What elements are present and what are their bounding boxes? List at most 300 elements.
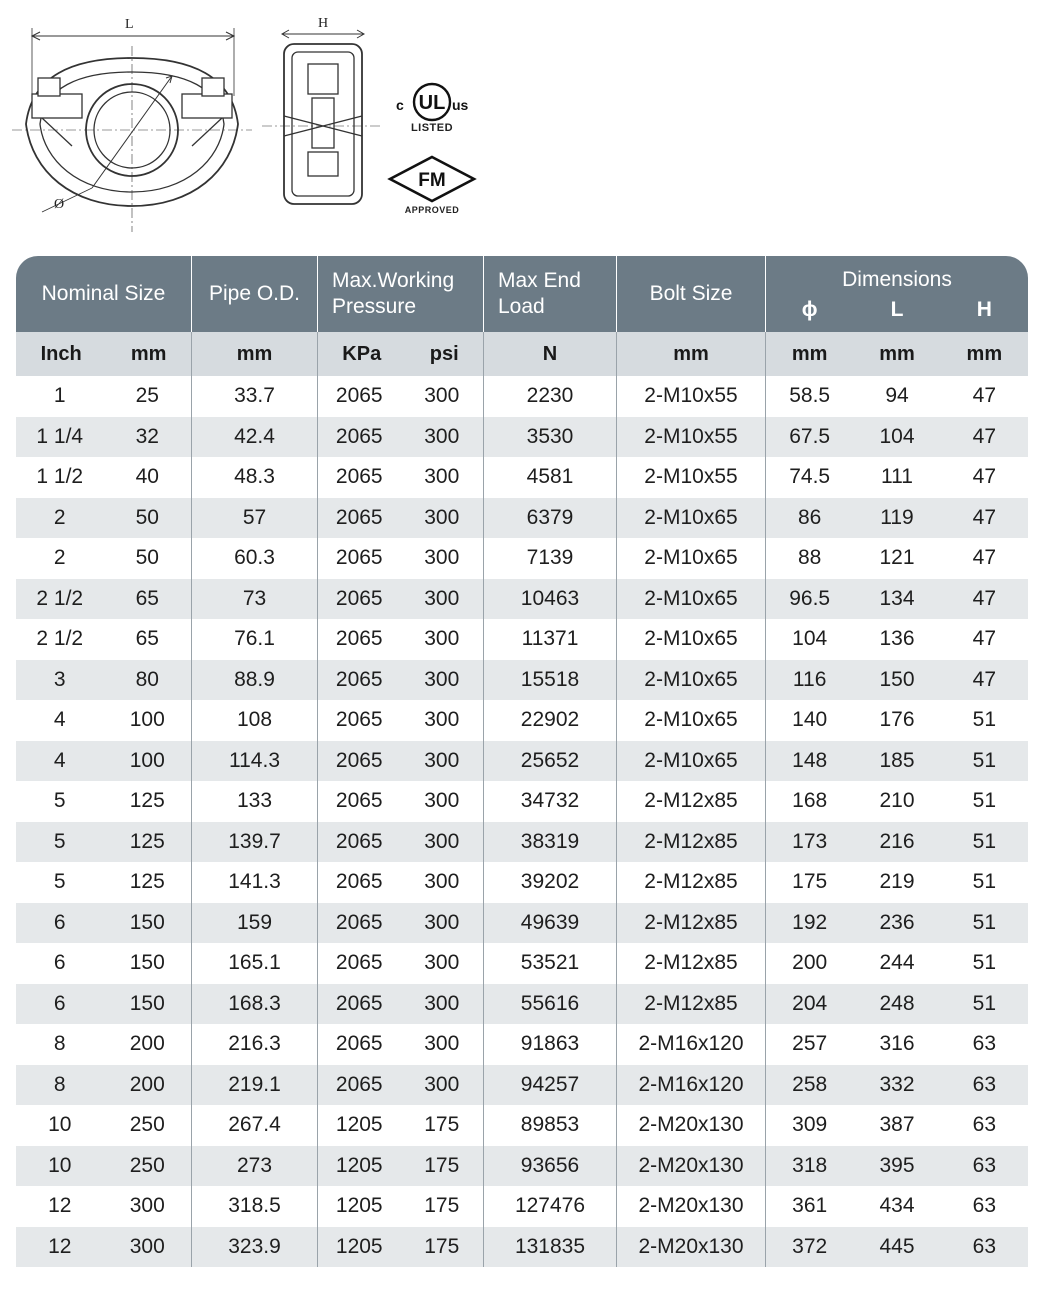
table-cell-group bbox=[617, 822, 766, 863]
cell-psi: 300 bbox=[424, 789, 460, 813]
table-cell-group bbox=[318, 943, 484, 984]
table-cell-group bbox=[617, 1024, 766, 1065]
cell-pipe-od: 159 bbox=[236, 910, 273, 934]
cell-psi: 175 bbox=[424, 1234, 460, 1258]
table-cell-group bbox=[16, 1186, 192, 1227]
cell-inch: 1 1/4 bbox=[36, 424, 84, 448]
cell-pipe-od: 165.1 bbox=[228, 951, 281, 975]
cell-psi: 300 bbox=[424, 748, 460, 772]
table-cell-group bbox=[318, 1065, 484, 1106]
cell-inch: 4 bbox=[53, 708, 66, 732]
cell-mm: 100 bbox=[129, 748, 165, 772]
cell-dim-h: 51 bbox=[972, 991, 996, 1015]
table-cell-group bbox=[192, 1065, 318, 1106]
cell-pipe-od: 273 bbox=[236, 1153, 273, 1177]
cell-kpa: 2065 bbox=[335, 951, 383, 975]
cell-end-load: 53521 bbox=[520, 951, 580, 975]
table-row bbox=[16, 741, 1028, 782]
cell-dim-phi: 257 bbox=[792, 1032, 828, 1056]
cell-mm: 65 bbox=[135, 586, 159, 610]
cell-dim-h: 51 bbox=[972, 708, 996, 732]
unit-inch: Inch bbox=[40, 342, 82, 365]
svg-text:us: us bbox=[452, 97, 469, 113]
cell-mm: 300 bbox=[129, 1234, 165, 1258]
cell-mm: 150 bbox=[129, 951, 165, 975]
table-row bbox=[16, 1024, 1028, 1065]
cell-dim-phi: 200 bbox=[792, 951, 828, 975]
cell-end-load: 22902 bbox=[520, 708, 580, 732]
cell-dim-phi: 74.5 bbox=[789, 465, 831, 489]
cell-end-load: 15518 bbox=[520, 667, 580, 691]
dimension-h-label: H bbox=[318, 16, 329, 31]
cell-dim-h: 63 bbox=[972, 1072, 996, 1096]
cell-kpa: 2065 bbox=[335, 991, 383, 1015]
cell-kpa: 2065 bbox=[335, 829, 383, 853]
table-cell-group bbox=[766, 781, 1028, 822]
cell-dim-phi: 372 bbox=[792, 1234, 828, 1258]
cell-inch: 5 bbox=[53, 789, 66, 813]
table-cell-group bbox=[766, 943, 1028, 984]
cell-mm: 125 bbox=[129, 829, 165, 853]
cell-end-load: 10463 bbox=[520, 586, 580, 610]
cell-dim-phi: 175 bbox=[792, 870, 828, 894]
cell-mm: 50 bbox=[135, 546, 159, 570]
cell-end-load: 3530 bbox=[526, 424, 574, 448]
table-cell-group bbox=[192, 1227, 318, 1268]
cell-dim-phi: 309 bbox=[792, 1113, 828, 1137]
cell-bolt-size: 2-M20x130 bbox=[638, 1194, 744, 1218]
table-cell-group bbox=[192, 538, 318, 579]
cell-bolt-size: 2-M20x130 bbox=[638, 1234, 744, 1258]
table-cell-group bbox=[192, 417, 318, 458]
table-cell-group bbox=[766, 1186, 1028, 1227]
cell-mm: 125 bbox=[129, 789, 165, 813]
cell-bolt-size: 2-M12x85 bbox=[644, 991, 738, 1015]
cell-mm: 100 bbox=[129, 708, 165, 732]
table-cell-group bbox=[318, 498, 484, 539]
cell-dim-l: 119 bbox=[880, 505, 914, 529]
table-row bbox=[16, 903, 1028, 944]
table-cell-group bbox=[192, 781, 318, 822]
table-cell-group bbox=[318, 781, 484, 822]
cell-psi: 175 bbox=[424, 1153, 460, 1177]
cell-dim-h: 51 bbox=[972, 789, 996, 813]
cell-kpa: 2065 bbox=[335, 910, 383, 934]
cell-dim-h: 47 bbox=[972, 384, 996, 408]
table-cell-group bbox=[484, 579, 617, 620]
cell-psi: 300 bbox=[424, 424, 460, 448]
cell-kpa: 2065 bbox=[335, 586, 383, 610]
table-cell-group bbox=[484, 700, 617, 741]
table-cell-group bbox=[484, 619, 617, 660]
cell-dim-h: 47 bbox=[972, 546, 996, 570]
cell-dim-l: 111 bbox=[881, 465, 913, 489]
cell-dim-l: 134 bbox=[879, 586, 915, 610]
table-row bbox=[16, 700, 1028, 741]
table-cell-group bbox=[617, 1227, 766, 1268]
table-cell-group bbox=[766, 579, 1028, 620]
table-cell-group bbox=[484, 1024, 617, 1065]
cell-dim-phi: 96.5 bbox=[789, 586, 831, 610]
table-cell-group bbox=[16, 741, 192, 782]
table-cell-group bbox=[617, 538, 766, 579]
cell-dim-h: 47 bbox=[972, 586, 996, 610]
table-cell-group bbox=[766, 862, 1028, 903]
table-cell-group bbox=[192, 943, 318, 984]
coupling-front-view-drawing bbox=[12, 6, 252, 234]
cell-mm: 150 bbox=[129, 910, 165, 934]
cell-mm: 250 bbox=[129, 1113, 165, 1137]
table-cell-group bbox=[484, 822, 617, 863]
fm-approved-text: APPROVED bbox=[404, 205, 460, 215]
table-cell-group bbox=[766, 1105, 1028, 1146]
table-cell-group bbox=[484, 862, 617, 903]
table-cell-group bbox=[318, 376, 484, 417]
cell-psi: 175 bbox=[424, 1194, 460, 1218]
cell-psi: 300 bbox=[424, 465, 460, 489]
cell-psi: 300 bbox=[424, 546, 460, 570]
cell-mm: 125 bbox=[129, 870, 165, 894]
cell-pipe-od: 323.9 bbox=[228, 1234, 281, 1258]
unit-newton: N bbox=[542, 342, 558, 365]
cell-psi: 300 bbox=[424, 829, 460, 853]
table-cell-group bbox=[192, 660, 318, 701]
table-cell-group bbox=[484, 741, 617, 782]
cell-dim-h: 63 bbox=[972, 1113, 996, 1137]
cell-pipe-od: 216.3 bbox=[228, 1032, 281, 1056]
cell-inch: 6 bbox=[53, 991, 66, 1015]
cell-pipe-od: 168.3 bbox=[228, 991, 281, 1015]
cell-bolt-size: 2-M10x65 bbox=[644, 505, 738, 529]
cell-mm: 32 bbox=[135, 424, 159, 448]
cell-dim-l: 94 bbox=[885, 384, 909, 408]
cell-kpa: 1205 bbox=[335, 1113, 383, 1137]
table-cell-group bbox=[484, 538, 617, 579]
cell-kpa: 2065 bbox=[335, 465, 383, 489]
table-cell-group bbox=[16, 1065, 192, 1106]
table-cell-group bbox=[16, 1105, 192, 1146]
cell-dim-l: 176 bbox=[879, 708, 915, 732]
table-cell-group bbox=[16, 417, 192, 458]
cell-dim-l: 236 bbox=[879, 910, 915, 934]
table-row bbox=[16, 1227, 1028, 1268]
cell-end-load: 89853 bbox=[520, 1113, 580, 1137]
cell-end-load: 7139 bbox=[526, 546, 574, 570]
table-cell-group bbox=[766, 903, 1028, 944]
table-cell-group bbox=[617, 903, 766, 944]
cell-mm: 65 bbox=[135, 627, 159, 651]
cell-psi: 300 bbox=[424, 667, 460, 691]
table-cell-group bbox=[16, 1227, 192, 1268]
cell-bolt-size: 2-M20x130 bbox=[638, 1153, 744, 1177]
unit-mm: mm bbox=[130, 342, 167, 365]
table-cell-group bbox=[617, 619, 766, 660]
cell-inch: 6 bbox=[53, 910, 66, 934]
cell-bolt-size: 2-M16x120 bbox=[638, 1032, 744, 1056]
table-cell-group bbox=[192, 619, 318, 660]
header-l: L bbox=[890, 298, 904, 321]
dimension-l-label: L bbox=[125, 17, 134, 32]
table-cell-group bbox=[318, 660, 484, 701]
cell-bolt-size: 2-M12x85 bbox=[644, 789, 738, 813]
table-row bbox=[16, 1105, 1028, 1146]
cell-dim-phi: 258 bbox=[792, 1072, 828, 1096]
table-cell-group bbox=[318, 741, 484, 782]
coupling-side-view-drawing bbox=[262, 6, 382, 216]
cell-inch: 2 bbox=[53, 505, 66, 529]
cell-end-load: 25652 bbox=[520, 748, 580, 772]
cell-psi: 300 bbox=[424, 627, 460, 651]
table-cell-group bbox=[617, 943, 766, 984]
table-cell-group bbox=[617, 984, 766, 1025]
table-cell-group bbox=[766, 619, 1028, 660]
cell-mm: 200 bbox=[129, 1072, 165, 1096]
table-cell-group bbox=[484, 984, 617, 1025]
cell-kpa: 2065 bbox=[335, 1032, 383, 1056]
specification-table bbox=[16, 256, 1028, 1267]
table-cell-group bbox=[318, 1105, 484, 1146]
cell-inch: 5 bbox=[53, 870, 66, 894]
cell-end-load: 94257 bbox=[520, 1072, 580, 1096]
svg-text:c: c bbox=[396, 97, 404, 113]
table-cell-group bbox=[16, 1146, 192, 1187]
table-body bbox=[16, 376, 1028, 1267]
cell-dim-phi: 67.5 bbox=[789, 424, 831, 448]
cell-mm: 150 bbox=[129, 991, 165, 1015]
cell-dim-phi: 148 bbox=[792, 748, 828, 772]
cell-end-load: 2230 bbox=[526, 384, 574, 408]
table-cell-group bbox=[16, 660, 192, 701]
table-row bbox=[16, 417, 1028, 458]
table-cell-group bbox=[318, 984, 484, 1025]
cell-dim-l: 434 bbox=[879, 1194, 915, 1218]
table-cell-group bbox=[617, 376, 766, 417]
cell-end-load: 4581 bbox=[526, 465, 574, 489]
cell-end-load: 38319 bbox=[520, 829, 580, 853]
table-cell-group bbox=[318, 417, 484, 458]
cell-kpa: 2065 bbox=[335, 870, 383, 894]
cell-inch: 8 bbox=[53, 1032, 66, 1056]
cell-dim-l: 185 bbox=[879, 748, 915, 772]
table-cell-group bbox=[617, 700, 766, 741]
cell-pipe-od: 133 bbox=[236, 789, 273, 813]
cell-psi: 300 bbox=[424, 708, 460, 732]
header-dimensions-subheads bbox=[766, 297, 1028, 323]
table-cell-group bbox=[192, 376, 318, 417]
ul-listed-text: LISTED bbox=[410, 122, 454, 134]
cell-pipe-od: 267.4 bbox=[228, 1113, 281, 1137]
table-cell-group bbox=[16, 457, 192, 498]
cell-pipe-od: 108 bbox=[236, 708, 273, 732]
table-cell-group bbox=[766, 1227, 1028, 1268]
ul-listed-logo bbox=[390, 80, 474, 144]
header-dimensions-title: Dimensions bbox=[842, 268, 952, 291]
cell-kpa: 2065 bbox=[335, 708, 383, 732]
cell-dim-h: 47 bbox=[972, 667, 996, 691]
cell-end-load: 11371 bbox=[521, 627, 579, 651]
cell-bolt-size: 2-M16x120 bbox=[638, 1072, 744, 1096]
table-cell-group bbox=[766, 984, 1028, 1025]
table-cell-group bbox=[192, 579, 318, 620]
cell-bolt-size: 2-M12x85 bbox=[644, 829, 738, 853]
cell-psi: 300 bbox=[424, 951, 460, 975]
cell-bolt-size: 2-M12x85 bbox=[644, 910, 738, 934]
cell-psi: 300 bbox=[424, 505, 460, 529]
cell-dim-l: 136 bbox=[879, 627, 915, 651]
table-cell-group bbox=[16, 862, 192, 903]
cell-kpa: 1205 bbox=[335, 1194, 383, 1218]
cell-pipe-od: 219.1 bbox=[228, 1072, 281, 1096]
cell-mm: 40 bbox=[135, 465, 159, 489]
cell-dim-l: 210 bbox=[879, 789, 915, 813]
table-cell-group bbox=[318, 457, 484, 498]
header-pipe-od: Pipe O.D. bbox=[192, 256, 318, 332]
table-row bbox=[16, 781, 1028, 822]
table-row bbox=[16, 1065, 1028, 1106]
table-cell-group bbox=[16, 700, 192, 741]
table-cell-group bbox=[192, 741, 318, 782]
cell-end-load: 39202 bbox=[520, 870, 580, 894]
table-cell-group bbox=[766, 1024, 1028, 1065]
svg-text:UL: UL bbox=[418, 92, 446, 114]
table-row bbox=[16, 619, 1028, 660]
table-cell-group bbox=[192, 1146, 318, 1187]
table-cell-group bbox=[617, 498, 766, 539]
table-cell-group bbox=[617, 417, 766, 458]
cell-bolt-size: 2-M10x65 bbox=[644, 546, 738, 570]
cell-mm: 80 bbox=[135, 667, 159, 691]
header-max-end-load: Max End Load bbox=[484, 256, 617, 332]
cell-dim-phi: 168 bbox=[792, 789, 828, 813]
cell-psi: 300 bbox=[424, 991, 460, 1015]
cell-mm: 200 bbox=[129, 1032, 165, 1056]
cell-inch: 2 1/2 bbox=[36, 627, 84, 651]
table-cell-group bbox=[318, 1186, 484, 1227]
table-cell-group bbox=[766, 660, 1028, 701]
unit-l-mm: mm bbox=[879, 342, 915, 365]
cell-psi: 300 bbox=[424, 384, 460, 408]
cell-dim-l: 445 bbox=[879, 1234, 915, 1258]
cell-inch: 12 bbox=[48, 1194, 72, 1218]
cell-dim-phi: 204 bbox=[792, 991, 828, 1015]
table-row bbox=[16, 1146, 1028, 1187]
cell-dim-l: 387 bbox=[879, 1113, 915, 1137]
cell-dim-phi: 58.5 bbox=[789, 384, 831, 408]
table-cell-group bbox=[617, 1105, 766, 1146]
cell-dim-phi: 86 bbox=[797, 505, 822, 529]
table-cell-group bbox=[16, 822, 192, 863]
cell-end-load: 55616 bbox=[520, 991, 580, 1015]
cell-psi: 300 bbox=[424, 1032, 460, 1056]
cell-bolt-size: 2-M12x85 bbox=[644, 870, 738, 894]
cell-pipe-od: 88.9 bbox=[234, 667, 275, 691]
cell-dim-phi: 116 bbox=[792, 667, 827, 691]
cell-kpa: 2065 bbox=[335, 424, 383, 448]
table-cell-group bbox=[318, 1227, 484, 1268]
table-cell-group bbox=[16, 781, 192, 822]
cell-bolt-size: 2-M10x65 bbox=[644, 586, 738, 610]
cell-inch: 12 bbox=[48, 1234, 72, 1258]
cell-pipe-od: 60.3 bbox=[234, 546, 275, 570]
header-nominal-size: Nominal Size bbox=[16, 256, 192, 332]
cell-dim-phi: 192 bbox=[792, 910, 828, 934]
cell-pipe-od: 57 bbox=[242, 505, 267, 529]
header-max-working-pressure: Max.Working Pressure bbox=[318, 256, 484, 332]
cell-dim-phi: 104 bbox=[792, 627, 828, 651]
table-cell-group bbox=[766, 376, 1028, 417]
table-cell-group bbox=[318, 822, 484, 863]
cell-bolt-size: 2-M10x65 bbox=[644, 627, 738, 651]
table-row bbox=[16, 498, 1028, 539]
cell-pipe-od: 141.3 bbox=[228, 870, 281, 894]
table-cell-group bbox=[192, 1105, 318, 1146]
header-dimensions bbox=[766, 256, 1028, 332]
cell-dim-h: 51 bbox=[972, 951, 996, 975]
cell-inch: 8 bbox=[53, 1072, 66, 1096]
cell-kpa: 2065 bbox=[335, 667, 383, 691]
cell-dim-h: 51 bbox=[972, 870, 996, 894]
cell-pipe-od: 139.7 bbox=[228, 829, 281, 853]
table-cell-group bbox=[617, 1186, 766, 1227]
cell-psi: 175 bbox=[424, 1113, 460, 1137]
cell-end-load: 91863 bbox=[520, 1032, 580, 1056]
unit-h-mm: mm bbox=[966, 342, 1003, 365]
table-cell-group bbox=[16, 984, 192, 1025]
table-cell-group bbox=[617, 781, 766, 822]
cell-end-load: 34732 bbox=[520, 789, 580, 813]
cell-pipe-od: 73 bbox=[242, 586, 267, 610]
table-row bbox=[16, 862, 1028, 903]
cell-inch: 5 bbox=[53, 829, 66, 853]
table-cell-group bbox=[484, 1227, 617, 1268]
cell-dim-l: 332 bbox=[879, 1072, 915, 1096]
cell-bolt-size: 2-M10x55 bbox=[644, 465, 738, 489]
table-cell-group bbox=[192, 984, 318, 1025]
table-cell-group bbox=[766, 457, 1028, 498]
table-cell-group bbox=[617, 862, 766, 903]
cell-psi: 300 bbox=[424, 1072, 460, 1096]
cell-pipe-od: 114.3 bbox=[229, 748, 280, 772]
cell-pipe-od: 42.4 bbox=[234, 424, 275, 448]
table-cell-group bbox=[484, 943, 617, 984]
table-cell-group bbox=[16, 538, 192, 579]
cell-dim-h: 51 bbox=[972, 748, 996, 772]
table-row bbox=[16, 457, 1028, 498]
cell-inch: 3 bbox=[53, 667, 66, 691]
unit-kpa: KPa bbox=[342, 342, 382, 365]
unit-phi-mm: mm bbox=[791, 342, 828, 365]
table-cell-group bbox=[16, 376, 192, 417]
cell-bolt-size: 2-M12x85 bbox=[644, 951, 738, 975]
cell-dim-l: 216 bbox=[879, 829, 915, 853]
table-cell-group bbox=[318, 1146, 484, 1187]
cell-kpa: 1205 bbox=[335, 1234, 383, 1258]
table-cell-group bbox=[766, 741, 1028, 782]
header-bolt-size: Bolt Size bbox=[617, 256, 766, 332]
cell-bolt-size: 2-M10x65 bbox=[644, 748, 738, 772]
table-cell-group bbox=[318, 579, 484, 620]
cell-dim-phi: 140 bbox=[792, 708, 828, 732]
unit-psi: psi bbox=[429, 342, 459, 365]
cell-bolt-size: 2-M10x65 bbox=[644, 708, 738, 732]
cell-dim-l: 104 bbox=[879, 424, 915, 448]
cell-bolt-size: 2-M10x55 bbox=[644, 384, 738, 408]
table-cell-group bbox=[318, 903, 484, 944]
cell-psi: 300 bbox=[424, 586, 460, 610]
units-row bbox=[16, 332, 1028, 376]
cell-dim-l: 395 bbox=[879, 1153, 915, 1177]
cell-dim-h: 47 bbox=[972, 465, 996, 489]
